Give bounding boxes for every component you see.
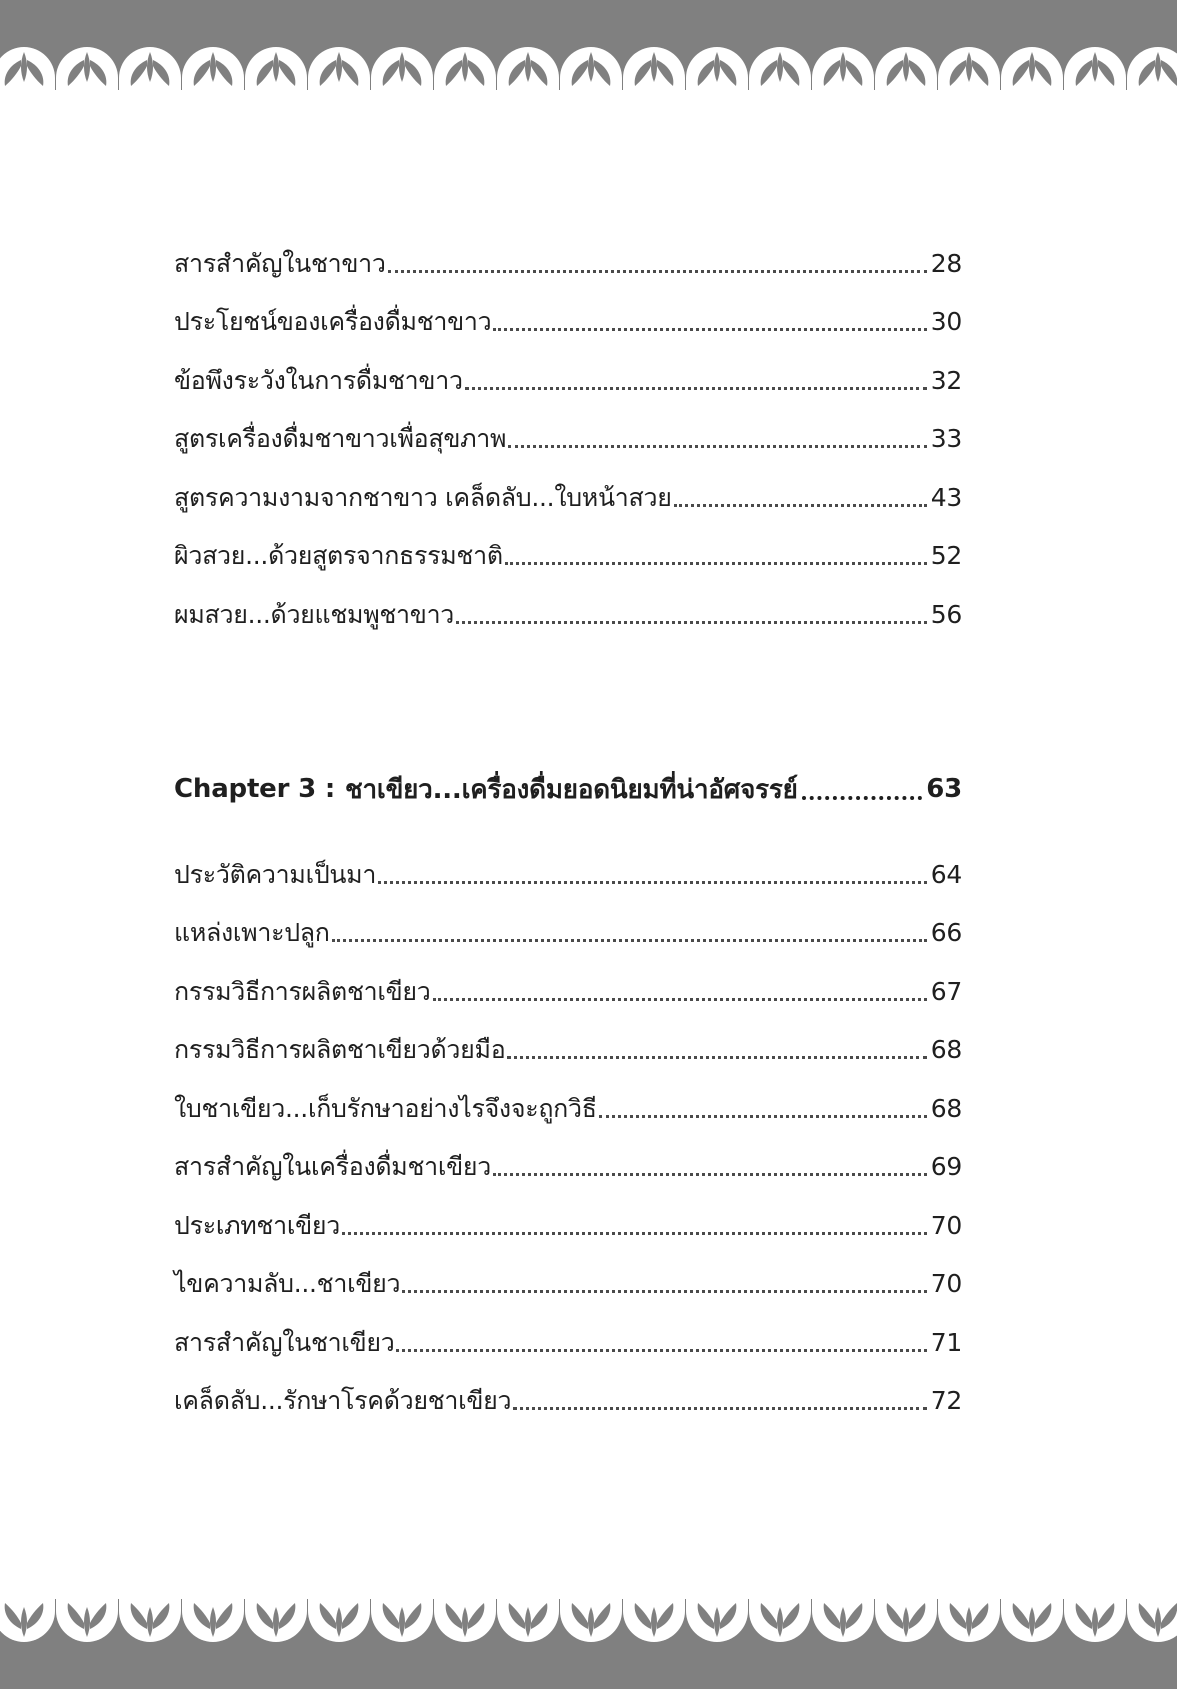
toc-entry[interactable] [174, 1372, 962, 1431]
toc-entry-title: ข้อพึงระวังในการดื่มชาขาว [174, 365, 463, 395]
toc-entry-page: 70 [930, 1269, 962, 1299]
dot-leader [378, 857, 927, 884]
toc-entry-page: 68 [930, 1035, 962, 1065]
dot-leader [456, 597, 927, 624]
toc-entry-title: เคล็ดลับ...รักษาโรคด้วยชาเขียว [174, 1386, 512, 1416]
toc-entry-title: กรรมวิธีการผลิตชาเขียว [174, 976, 431, 1006]
toc-entry[interactable] [174, 904, 962, 963]
dot-leader [342, 1208, 927, 1235]
toc-entry-page: 28 [930, 248, 962, 278]
toc-entry-title: ผิวสวย...ด้วยสูตรจากธรรมชาติ [174, 541, 503, 571]
toc-entry-title: แหล่งเพาะปลูก [174, 918, 330, 948]
dot-leader [402, 1266, 927, 1293]
chapter-heading[interactable] [174, 760, 962, 818]
toc-entry-title: สูตรเครื่องดื่มชาขาวเพื่อสุขภาพ [174, 424, 507, 454]
chapter-label: Chapter 3 : [174, 774, 336, 804]
toc-entry-page: 43 [930, 482, 962, 512]
toc-section-green-tea [174, 845, 962, 1430]
toc-entry[interactable] [174, 1079, 962, 1138]
toc-entry-page: 69 [930, 1152, 962, 1182]
top-decorative-border [0, 0, 1177, 90]
toc-entry-page: 52 [930, 541, 962, 571]
toc-entry-title: สารสำคัญในชาขาว [174, 248, 386, 278]
toc-entry[interactable] [174, 351, 962, 410]
toc-entry-title: ประโยชน์ของเครื่องดื่มชาขาว [174, 307, 492, 337]
toc-entry-page: 32 [930, 365, 962, 395]
toc-entry-title: กรรมวิธีการผลิตชาเขียวด้วยมือ [174, 1035, 506, 1065]
scalloped-lotus-border-icon [0, 0, 1177, 90]
toc-entry-title: ผมสวย...ด้วยแชมพูชาขาว [174, 599, 455, 629]
dot-leader [674, 480, 927, 507]
toc-entry[interactable] [174, 1138, 962, 1197]
dot-leader [505, 538, 927, 565]
dot-leader [599, 1091, 927, 1118]
scalloped-lotus-border-icon [0, 1599, 1177, 1689]
toc-entry-page: 64 [930, 859, 962, 889]
toc-entry-page: 30 [930, 307, 962, 337]
bottom-decorative-border [0, 1599, 1177, 1689]
dot-leader [493, 1149, 927, 1176]
toc-entry[interactable] [174, 468, 962, 527]
toc-entry-page: 71 [930, 1327, 962, 1357]
toc-entry[interactable] [174, 1313, 962, 1372]
toc-entry-title: สูตรความงามจากชาขาว เคล็ดลับ...ใบหน้าสวย [174, 482, 672, 512]
dot-leader [433, 974, 927, 1001]
dot-leader [507, 1032, 926, 1059]
chapter-dot-leader [802, 774, 923, 800]
chapter-page: 63 [926, 774, 962, 804]
toc-entry-page: 67 [930, 976, 962, 1006]
dot-leader [396, 1325, 926, 1352]
toc-entry[interactable] [174, 527, 962, 586]
toc-entry-title: สารสำคัญในเครื่องดื่มชาเขียว [174, 1152, 492, 1182]
toc-entry-title: ใบชาเขียว...เก็บรักษาอย่างไรจึงจะถูกวิธี [174, 1093, 597, 1123]
chapter-title: ชาเขียว...เครื่องดื่มยอดนิยมที่น่าอัศจรรย์ [345, 774, 798, 805]
toc-section-white-tea [174, 234, 962, 644]
dot-leader [513, 1383, 927, 1410]
toc-entry[interactable] [174, 585, 962, 644]
dot-leader [388, 246, 927, 273]
toc-entry[interactable] [174, 293, 962, 352]
toc-entry-title: ประวัติความเป็นมา [174, 859, 377, 889]
toc-entry-title: ประเภทชาเขียว [174, 1210, 340, 1240]
dot-leader [493, 304, 926, 331]
toc-entry-page: 66 [930, 918, 962, 948]
toc-entry-page: 33 [930, 424, 962, 454]
dot-leader [508, 421, 927, 448]
dot-leader [465, 363, 927, 390]
toc-entry[interactable] [174, 1255, 962, 1314]
toc-entry[interactable] [174, 1196, 962, 1255]
toc-entry[interactable] [174, 962, 962, 1021]
toc-entry[interactable] [174, 845, 962, 904]
dot-leader [332, 915, 927, 942]
toc-entry-page: 70 [930, 1210, 962, 1240]
toc-entry[interactable] [174, 410, 962, 469]
toc-entry-page: 72 [930, 1386, 962, 1416]
toc-entry[interactable] [174, 1021, 962, 1080]
toc-entry-page: 56 [930, 599, 962, 629]
toc-entry-title: ไขความลับ...ชาเขียว [174, 1269, 401, 1299]
toc-entry-page: 68 [930, 1093, 962, 1123]
toc-entry[interactable] [174, 234, 962, 293]
toc-entry-title: สารสำคัญในชาเขียว [174, 1327, 395, 1357]
